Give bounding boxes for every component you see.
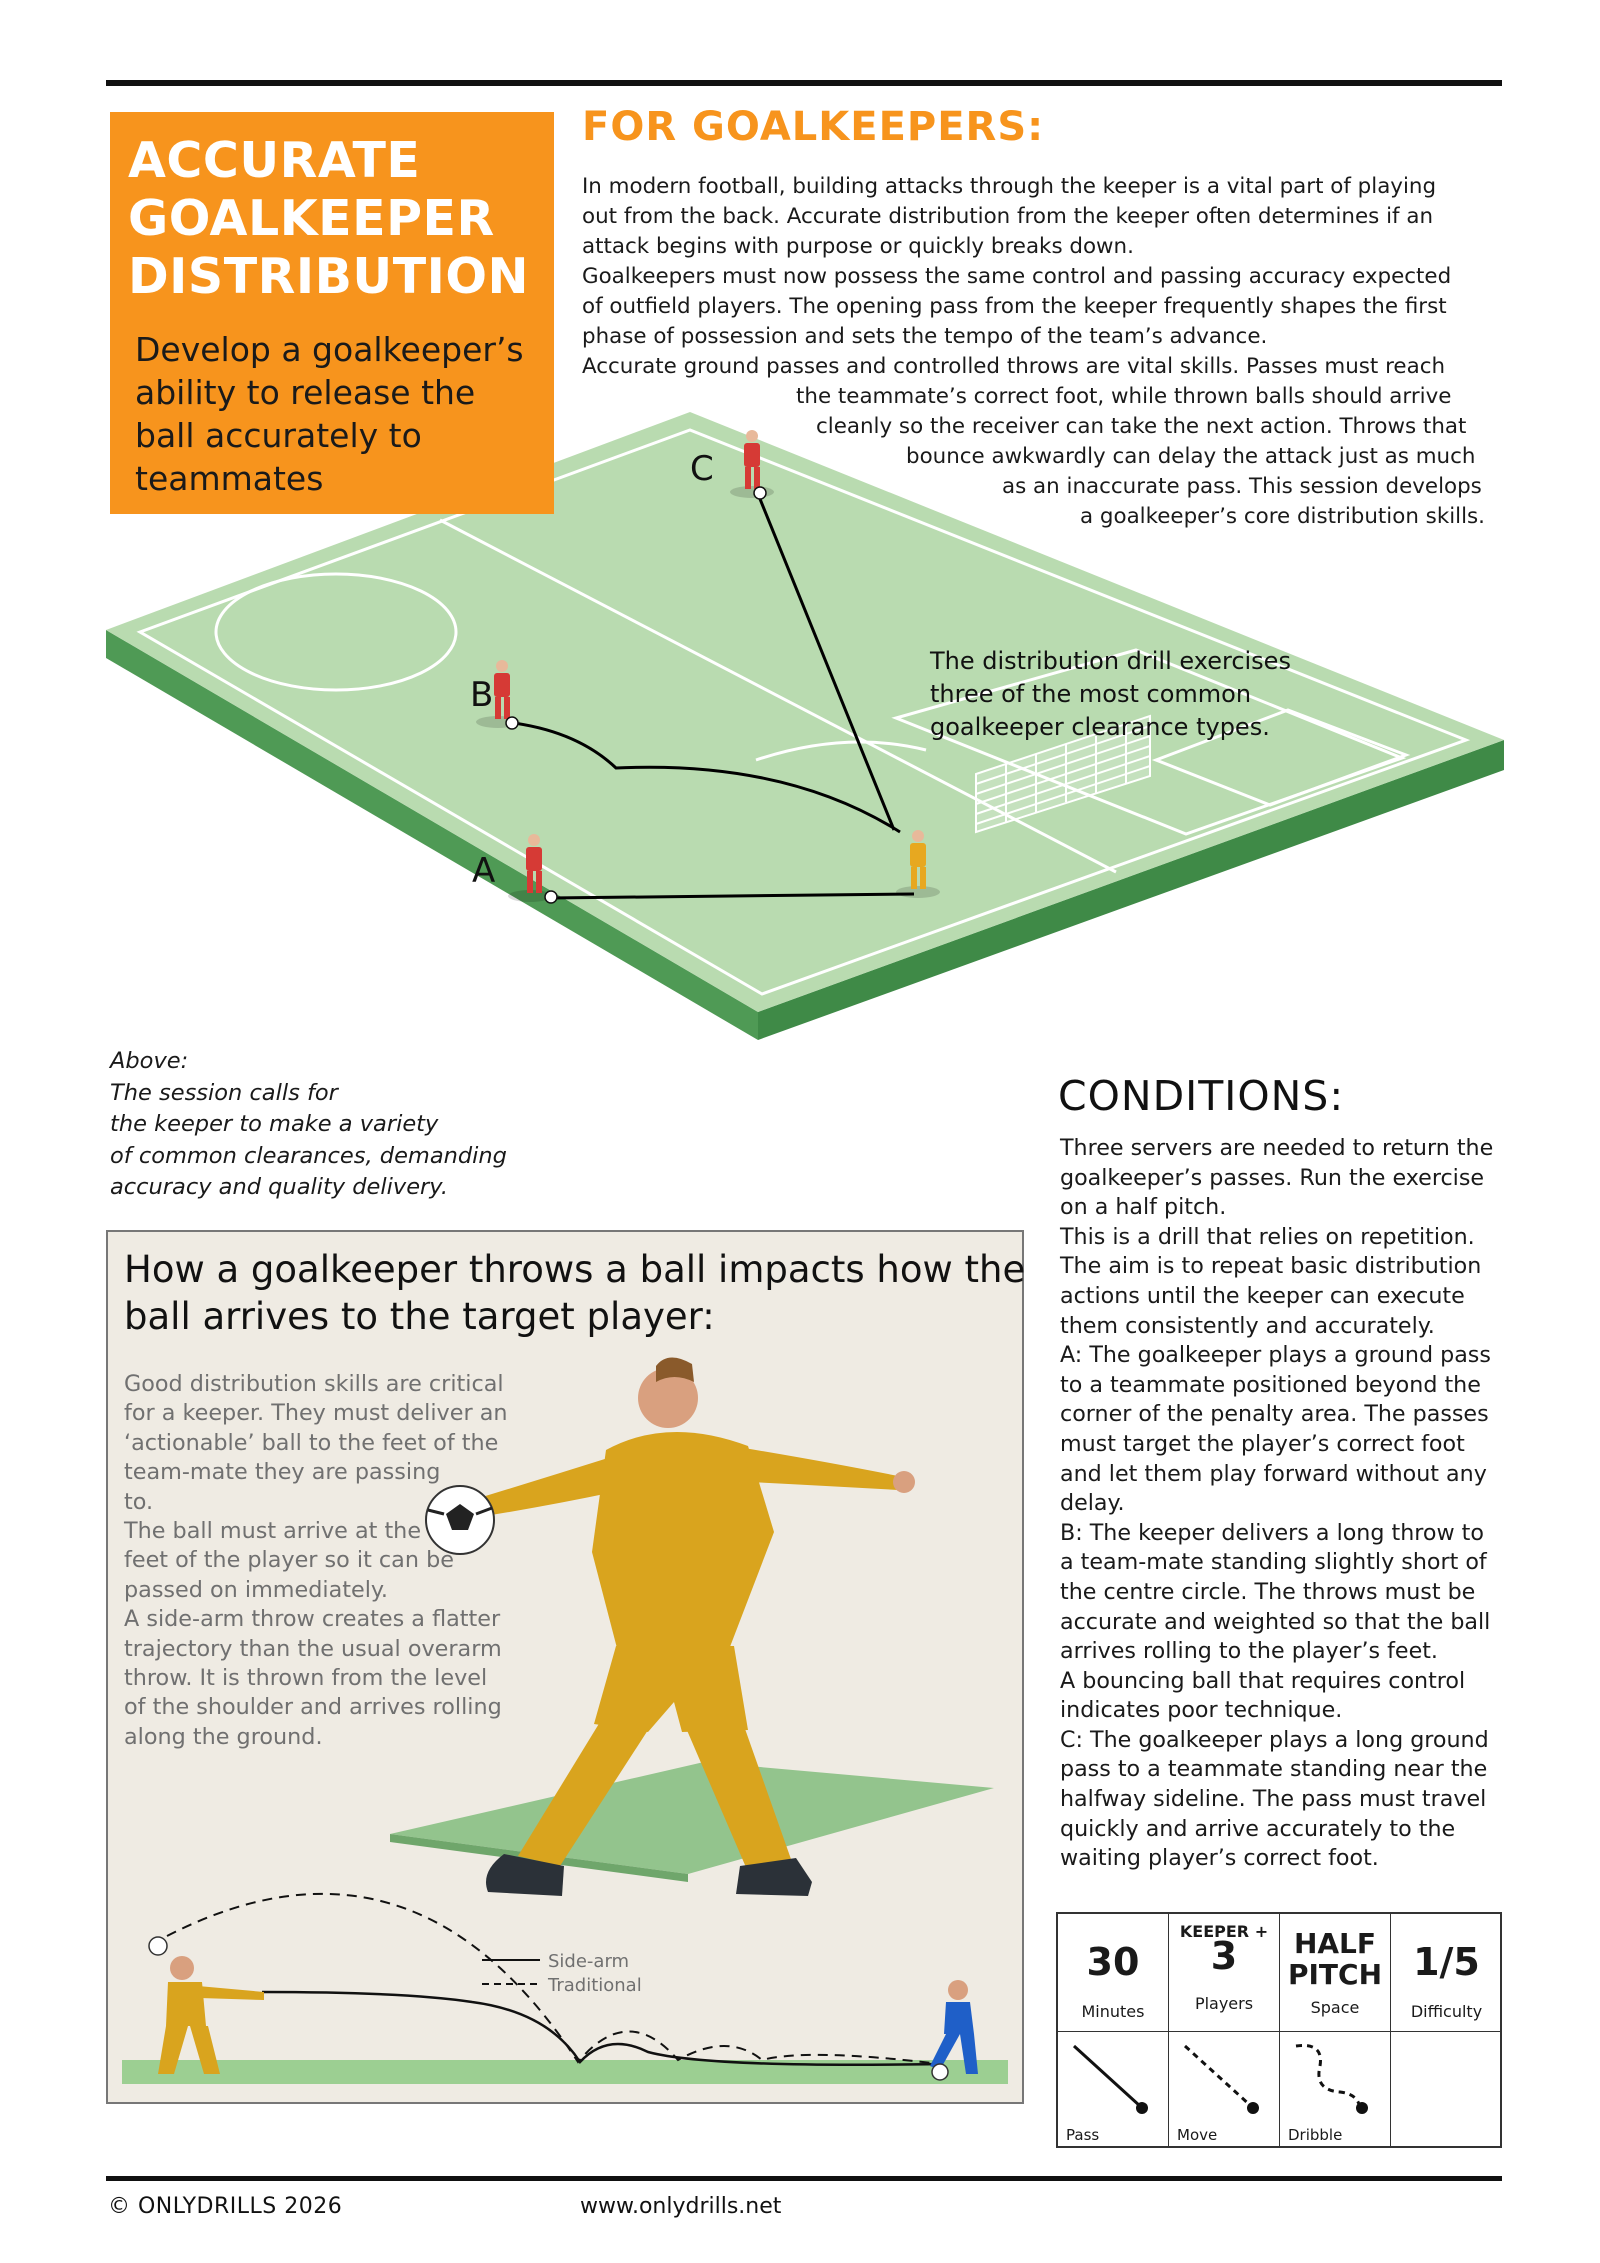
throw-body [124, 1370, 544, 1752]
throw-body-line: trajectory than the usual overarm [124, 1635, 502, 1662]
stat-cell-space [1280, 1914, 1391, 2032]
conditions-line: the centre circle. The throws must be [1060, 1578, 1476, 1605]
label-a: A [472, 851, 496, 891]
intro-line: Goalkeepers must now possess the same control and passing accuracy expected [582, 264, 1452, 289]
intro-line: Accurate ground passes and controlled throws are vital skills. Passes must reach [582, 354, 1446, 379]
conditions-line: This is a drill that relies on repetition. [1060, 1223, 1475, 1250]
conditions-line: B: The keeper delivers a long throw to [1060, 1519, 1484, 1546]
conditions-line: to a teammate positioned beyond the [1060, 1371, 1481, 1398]
key-cell-move [1169, 2032, 1280, 2148]
stat-top: KEEPER + [1179, 1922, 1269, 1941]
top-divider [106, 80, 1502, 86]
caption-line: of common clearances, demanding [110, 1142, 507, 1169]
caption-line: accuracy and quality delivery. [110, 1174, 449, 1200]
intro-line: In modern football, building attacks through the keeper is a vital part of playing [582, 174, 1437, 199]
subtitle-line: ability to release the [135, 373, 476, 412]
legend-solid-label: Side-arm [548, 1951, 630, 1972]
title-block [110, 112, 554, 514]
conditions-line: A bouncing ball that requires control [1060, 1667, 1466, 1694]
conditions-line: C: The goalkeeper plays a long ground [1060, 1726, 1489, 1753]
conditions-line: A: The goalkeeper plays a ground pass [1060, 1342, 1491, 1369]
throw-body-line: The ball must arrive at the [124, 1518, 422, 1545]
page-title [128, 132, 538, 306]
stat-top [1058, 1914, 1168, 1936]
conditions-line: indicates poor technique. [1060, 1697, 1343, 1724]
throw-body-line: passed on immediately. [124, 1576, 388, 1603]
throw-body-line: A side-arm throw creates a flatter [124, 1606, 501, 1633]
title-line: DISTRIBUTION [128, 248, 530, 305]
traditional-trajectory [152, 1894, 940, 2064]
intro-line: phase of possession and sets the tempo of the team’s advance. [582, 324, 1268, 349]
stat-value: 3 [1210, 1934, 1238, 1978]
title-line: GOALKEEPER [128, 190, 495, 247]
throw-technique-panel [106, 1230, 1024, 2104]
key-label: Dribble [1288, 2126, 1343, 2144]
conditions-line: corner of the penalty area. The passes [1060, 1401, 1489, 1428]
conditions-line: arrives rolling to the player’s feet. [1060, 1638, 1438, 1665]
intro-line: out from the back. Accurate distribution from the keeper often determines if an [582, 204, 1434, 229]
title-line: ACCURATE [128, 132, 421, 189]
drill-note [930, 645, 1291, 744]
drill-note-line: three of the most common [930, 680, 1252, 708]
subtitle-line: Develop a goalkeeper’s [135, 330, 524, 369]
intro-line: cleanly so the receiver can take the next action. Throws that [816, 414, 1467, 439]
throw-body-line: of the shoulder and arrives rolling [124, 1694, 502, 1721]
conditions-heading: CONDITIONS: [1058, 1072, 1345, 1120]
conditions-line: them consistently and accurately. [1060, 1312, 1435, 1339]
conditions-line: halfway sideline. The pass must travel [1060, 1786, 1487, 1813]
caption-line: Above: [110, 1048, 189, 1074]
website-link[interactable]: www.onlydrills.net [580, 2194, 782, 2219]
intro-heading: FOR GOALKEEPERS: [582, 104, 1045, 150]
stat-value: 30 [1086, 1940, 1140, 1984]
key-cell-dribble [1280, 2032, 1391, 2148]
throw-heading [124, 1246, 1026, 1340]
stat-label: Minutes [1081, 2002, 1145, 2021]
drill-note-line: The distribution drill exercises [930, 647, 1291, 675]
caption-line: the keeper to make a variety [110, 1111, 439, 1137]
conditions-line: goalkeeper’s passes. Run the exercise [1060, 1164, 1485, 1191]
key-cell-pass [1058, 2032, 1169, 2148]
conditions-body [1060, 1134, 1520, 1874]
stat-label: Difficulty [1410, 2002, 1483, 2021]
stat-cell-players [1169, 1914, 1280, 2032]
session-stats-grid [1056, 1912, 1502, 2148]
conditions-line: delay. [1060, 1490, 1125, 1517]
stat-value: HALF PITCH [1287, 1927, 1383, 1991]
copyright: © ONLYDRILLS 2026 [108, 2194, 343, 2219]
intro-line: the teammate’s correct foot, while thrown balls should arrive [796, 384, 1452, 409]
conditions-line: a team-mate standing slightly short of [1060, 1549, 1487, 1576]
intro-line: of outfield players. The opening pass from the keeper frequently shapes the first [582, 294, 1447, 319]
stat-cell-minutes [1058, 1914, 1169, 2032]
stat-top [1391, 1914, 1502, 1936]
title-subtitle [128, 328, 538, 500]
subtitle-line: ball accurately to [135, 416, 422, 455]
intro-line: bounce awkwardly can delay the attack just as much [906, 444, 1476, 469]
throw-body-line: Good distribution skills are critical [124, 1371, 504, 1397]
throw-body-line: along the ground. [124, 1723, 323, 1750]
throw-body-line: team-mate they are passing [124, 1459, 441, 1486]
drill-note-line: goalkeeper clearance types. [930, 713, 1270, 741]
throw-body-line: feet of the player so it can be [124, 1547, 454, 1574]
throw-body-line: for a keeper. They must deliver an [124, 1400, 508, 1427]
conditions-line: Three servers are needed to return the [1060, 1135, 1494, 1161]
conditions-line: pass to a teammate standing near the [1060, 1756, 1488, 1783]
move-dashed-line-icon [1169, 2032, 1279, 2122]
intro-line: attack begins with purpose or quickly breaks down. [582, 234, 1134, 259]
keeper-platform [390, 1762, 994, 1874]
stat-cell-difficulty [1391, 1914, 1502, 2032]
key-label: Move [1177, 2126, 1218, 2144]
stat-label: Players [1194, 1994, 1254, 2013]
conditions-line: on a half pitch. [1060, 1194, 1227, 1221]
conditions-line: and let them play forward without any [1060, 1460, 1487, 1487]
conditions-line: accurate and weighted so that the ball [1060, 1608, 1491, 1635]
stat-label: Space [1310, 1998, 1360, 2017]
intro-line: a goalkeeper’s core distribution skills. [1080, 504, 1485, 529]
conditions-line: must target the player’s correct foot [1060, 1430, 1465, 1457]
label-c: C [690, 449, 714, 489]
diagram-caption [110, 1046, 507, 1204]
subtitle-line: teammates [135, 459, 324, 498]
dribble-wavy-line-icon [1280, 2032, 1390, 2122]
key-cell-empty [1391, 2032, 1502, 2148]
pass-line-icon [1058, 2032, 1168, 2122]
stat-value: 1/5 [1413, 1940, 1480, 1984]
throw-body-line: throw. It is thrown from the level [124, 1665, 488, 1692]
conditions-line: waiting player’s correct foot. [1060, 1845, 1379, 1872]
caption-line: The session calls for [110, 1079, 338, 1106]
throw-heading-line: ball arrives to the target player: [124, 1295, 715, 1338]
conditions-line: quickly and arrive accurately to the [1060, 1815, 1456, 1842]
intro-line: as an inaccurate pass. This session develops [1002, 474, 1482, 499]
throw-heading-line: How a goalkeeper throws a ball impacts how the [124, 1248, 1026, 1291]
small-goalkeeper [149, 1937, 264, 2074]
key-label: Pass [1066, 2126, 1100, 2144]
throw-body-line: to. [124, 1488, 154, 1515]
throw-body-line: ‘actionable’ ball to the feet of the [124, 1429, 499, 1456]
conditions-line: The aim is to repeat basic distribution [1060, 1253, 1482, 1280]
legend-dashed-label: Traditional [548, 1975, 642, 1996]
conditions-line: actions until the keeper can execute [1060, 1282, 1465, 1309]
bottom-divider [106, 2176, 1502, 2181]
side-arm-trajectory [262, 1992, 940, 2065]
label-b: B [470, 675, 494, 715]
